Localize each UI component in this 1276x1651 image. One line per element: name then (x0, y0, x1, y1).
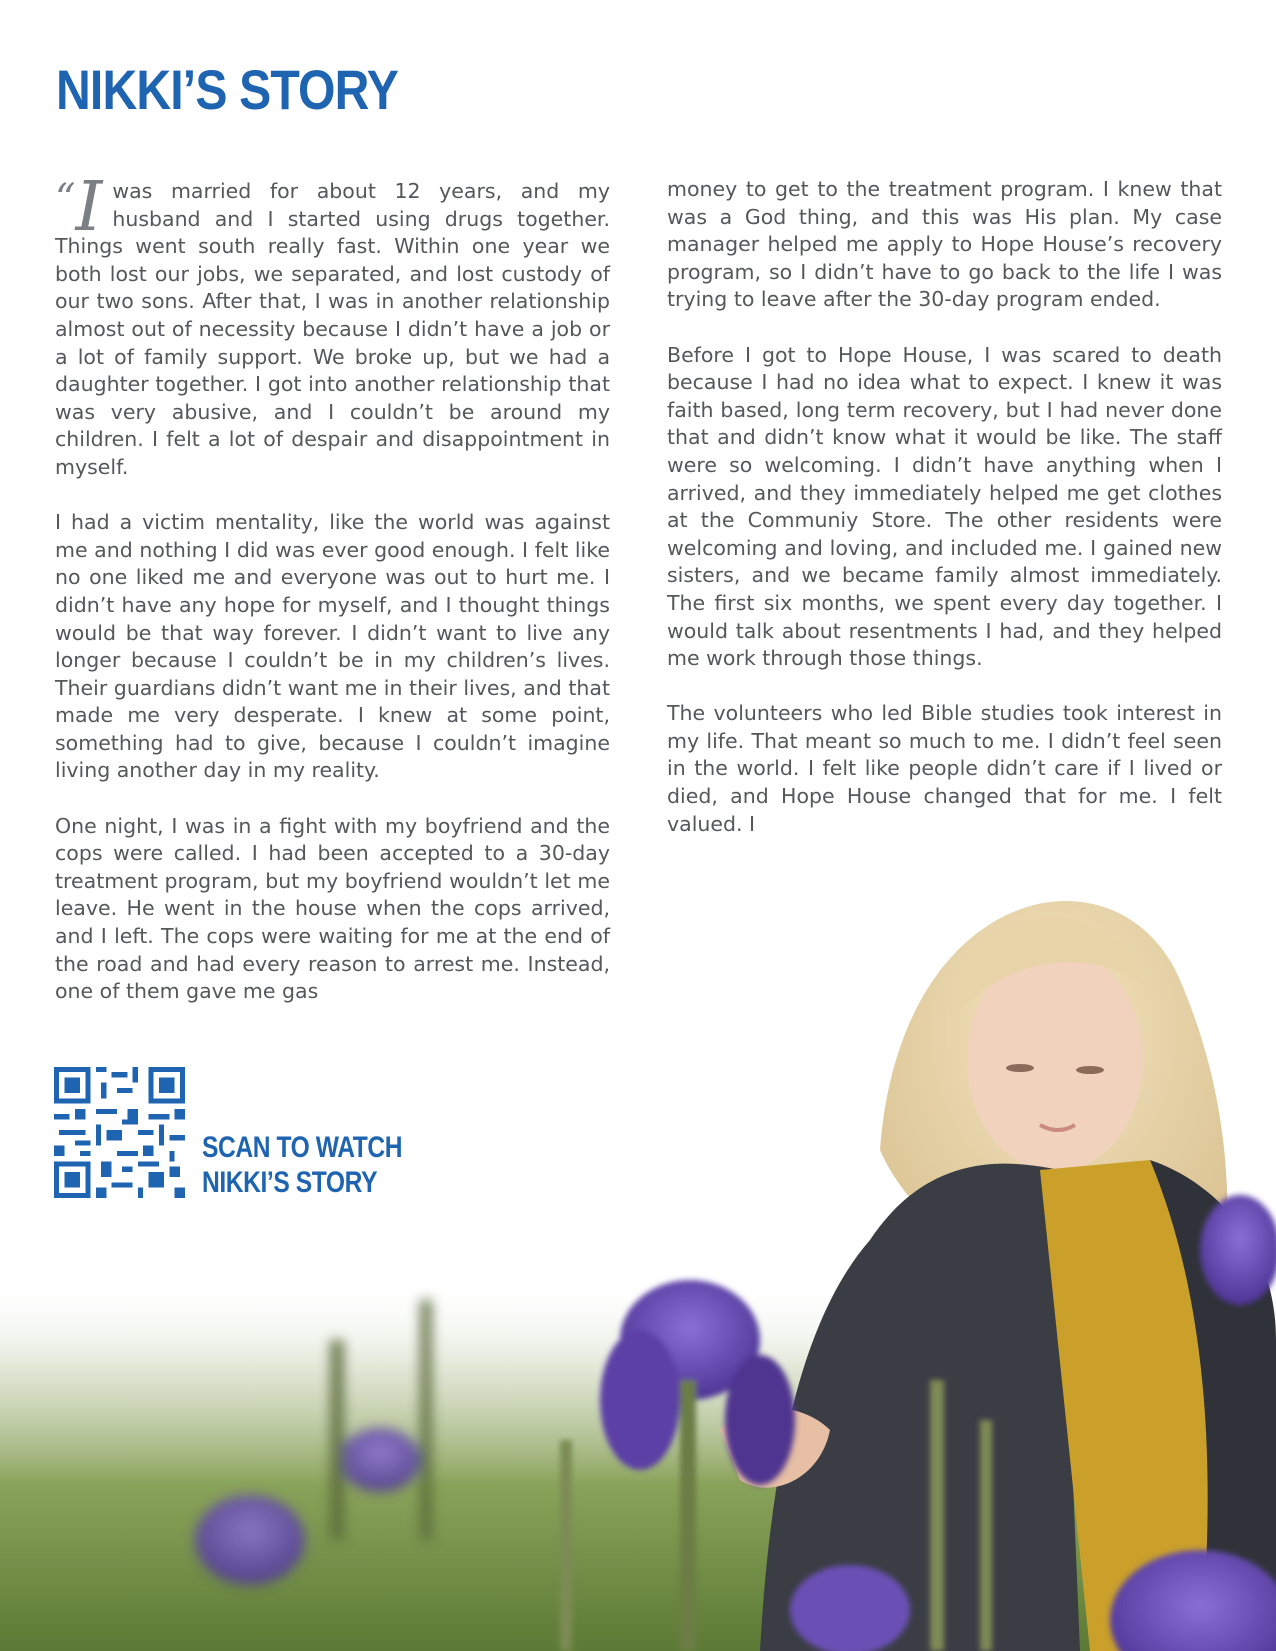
girl-with-irises-photo (0, 820, 1276, 1651)
scan-to-watch-caption (202, 1130, 402, 1200)
story-paragraph: I had a victim mentality, like the world was against me and nothing I did was ever good enough. I felt like no one liked me and everyone was out to hurt me. I didn’t have any hope for myself, and I thought things would be that way forever. I didn’t want to live any longer because I couldn’t be in my children’s lives. Their guardians didn’t want me in their lives, and that made me very desperate. I knew at some point, something had to give, because I couldn’t imagine living another day in my reality. (55, 510, 610, 783)
story-paragraph: “I was married for about 12 years, and my husband and I started using drugs together. Things went south really fast. Within one year we both lost our jobs, we separated, and lost custody of our two sons. After that, I was in another relationship almost out of necessity because I didn’t have a job or a lot of family support. We broke up, but we had a daughter together. I got into another relationship that was very abusive, and I couldn’t be around my children. I felt a lot of despair and disappointment in myself. (55, 168, 610, 479)
story-paragraph: One night, I was in a fight with my boyfriend and the cops were called. I had been accepted to a 30-day treatment program, but my boyfriend wouldn’t let me leave. He went in the house when the cops arrived, and I left. The cops were waiting for me at the end of the road and had every reason to arrest me. Instead, one of them gave me gas (55, 813, 610, 1004)
story-paragraph: The volunteers who led Bible studies took interest in my life. That meant so much to me. I didn’t feel seen in the world. I felt like people didn’t care if I lived or died, and Hope House changed that for me. I felt valued. I (667, 701, 1222, 836)
story-paragraph: Before I got to Hope House, I was scared to death because I had no idea what to expect. I knew it was faith based, long term recovery, but I had never done that and didn’t know what it would be like. The staff were so welcoming. I didn’t have anything when I arrived, and they immediately helped me get clothes at the Communiy Store. The other residents were welcoming and loving, and included me. I gained new sisters, and we became family almost immediately. The first six months, we spent every day together. I would talk about resentments I had, and they helped me work through those things. (667, 342, 1222, 671)
story-column-right (667, 176, 1222, 866)
scan-line-2: NIKKI’S STORY (202, 1166, 378, 1199)
story-paragraph: money to get to the treatment program. I knew that was a God thing, and this was His plan. My case manager helped me apply to Hope House’s recovery program, so I didn’t have to go back to the life I was trying to leave after the 30-day program ended. (667, 177, 1222, 312)
drop-cap: “I (55, 168, 103, 247)
scan-line-1: SCAN TO WATCH (202, 1131, 403, 1164)
page-title: NIKKI’S STORY (56, 58, 399, 121)
qr-code-icon[interactable] (54, 1067, 185, 1198)
